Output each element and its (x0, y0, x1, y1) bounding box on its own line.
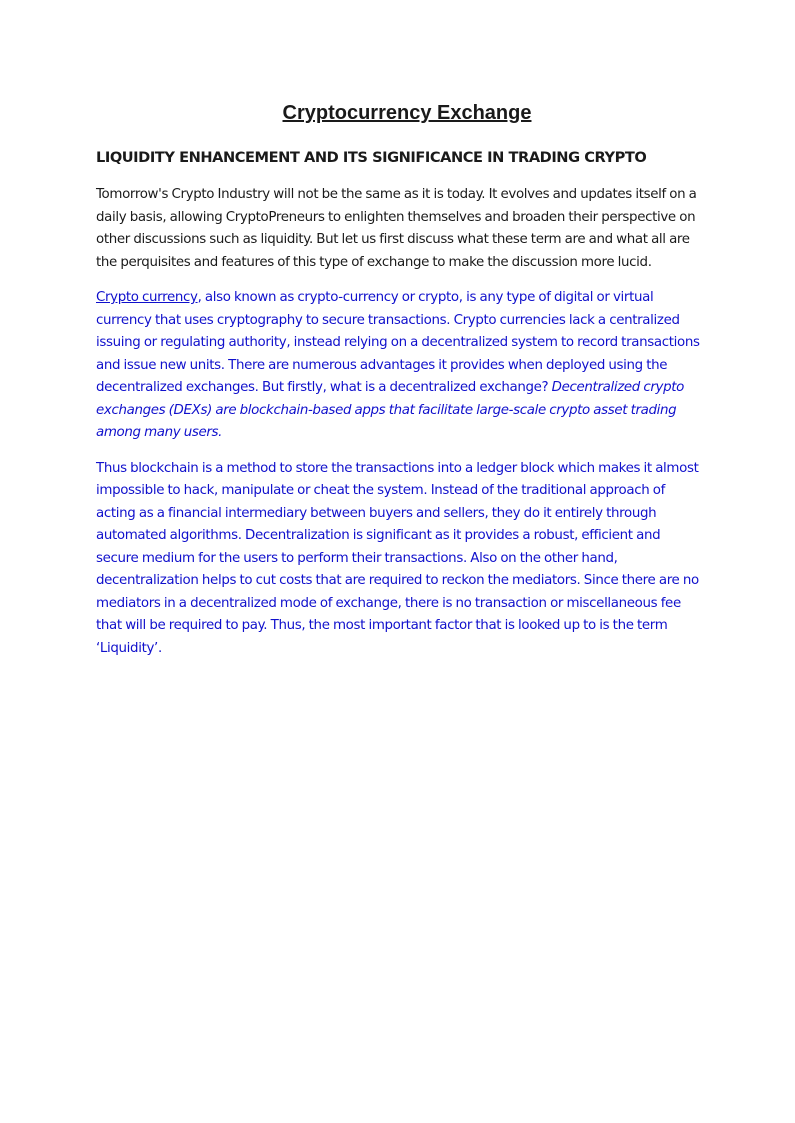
document-body (96, 100, 704, 673)
crypto-currency-link[interactable]: Crypto currency (96, 290, 198, 305)
blockchain-paragraph: Thus blockchain is a method to store the transactions into a ledger block which makes it almost impossible to hack, manipulate or cheat the system. Instead of the traditional approach of acting as a financial intermediary between buyers and sellers, they do it entirely through automated algorithms. Decentralization is significant as it provides a robust, efficient and secure medium for the users to perform their transactions. Also on the other hand, decentralization helps to cut costs that are required to reckon the mediators. Since there are no mediators in a decentralized mode of exchange, there is no transaction or miscellaneous fee that will be required to pay. Thus, the most important factor that is looked up to is the term ‘Liquidity’. (96, 460, 699, 656)
intro-paragraph: Tomorrow's Crypto Industry will not be the same as it is today. It evolves and updates itself on a daily basis, allowing CryptoPreneurs to enlighten themselves and broaden their perspective on other discussions such as liquidity. But let us first discuss what these term are and what all are the perquisites and features of this type of exchange to make the discussion more lucid. (96, 187, 697, 270)
document-title: Cryptocurrency Exchange (282, 102, 532, 124)
dex-definition-text: Decentralized crypto exchanges (DEXs) are blockchain-based apps that facilitate large-scale crypto asset trading among many users. (96, 380, 684, 440)
section-heading: LIQUIDITY ENHANCEMENT AND ITS SIGNIFICANCE IN TRADING CRYPTO (96, 149, 647, 166)
crypto-definition-text: , also known as crypto-currency or crypto, is any type of digital or virtual currency that uses cryptography to secure transactions. Crypto currencies lack a centralized issuing or regulating authority, instead relying on a decentralized system to record transactions and issue new units. There are numerous advantages it provides when deployed using the decentralized exchanges. But firstly, what is a decentralized exchange? (96, 290, 700, 395)
crypto-definition-paragraph (96, 287, 704, 445)
